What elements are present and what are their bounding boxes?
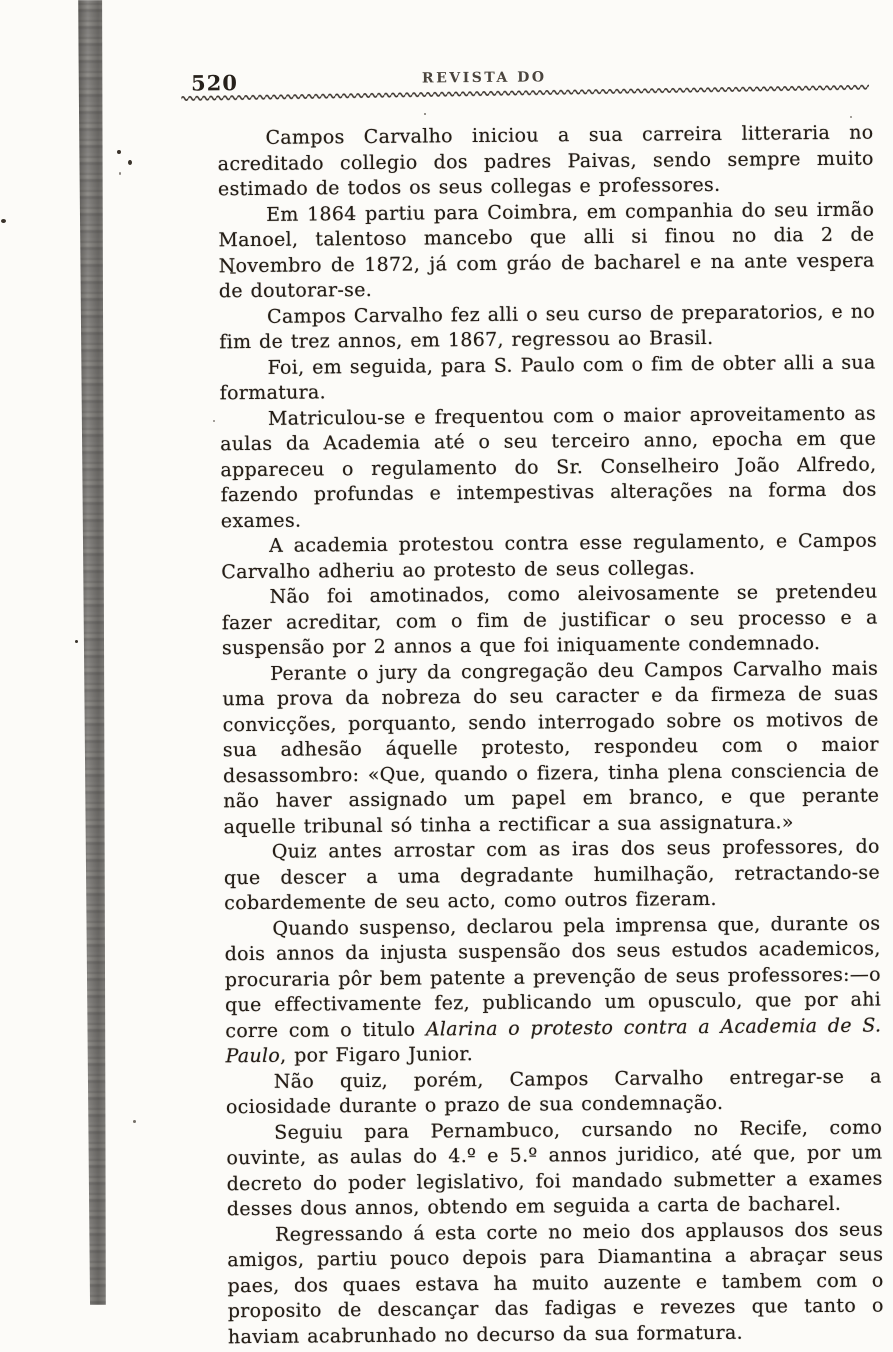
paragraph: [221, 529, 877, 586]
paragraph: [220, 401, 877, 534]
running-title: REVISTA DO: [421, 69, 547, 87]
paragraph: [219, 350, 875, 407]
paragraph: [227, 1217, 884, 1350]
paragraph: [221, 580, 878, 662]
paragraph: [218, 197, 875, 305]
paragraph: [219, 299, 875, 356]
text-run: A academia protestou contra esse regulamento, e Campos Carvalho adheriu ao protesto de seus collegas.: [221, 529, 878, 583]
page-header: [0, 0, 887, 96]
paragraph: [222, 656, 880, 840]
text-run: Campos Carvalho fez alli o seu curso de preparatorios, e no fim de trez annos, em 1867, regressou ao Brasil.: [219, 300, 876, 354]
paragraph: [224, 911, 881, 1070]
text-run: Foi, em seguida, para S. Paulo com o fim de obter alli a sua formatura.: [219, 351, 876, 405]
text-run: Campos Carvalho iniciou a sua carreira litteraria no acreditado collegio dos padres Paivas, sendo sempre muito estimado de todos os seus collegas e professores.: [217, 121, 874, 201]
text-run: Quando suspenso, declarou pela imprensa que, durante os dois annos da injusta suspensão dos seus estudos academicos, procuraria pôr bem patente a prevenção de seus professores:—o que effectivamente fez, publicando um opusculo, que por ahi corre com o titulo: [224, 912, 882, 1042]
text-run: Matriculou-se e frequentou com o maior aproveitamento as aulas da Academia até o seu terceiro anno, epocha em que appareceu o regulamento do Sr. Conselheiro João Alfredo, fazendo profundas e intempestivas alterações na forma dos exames.: [220, 402, 877, 532]
page-number: 520: [190, 70, 239, 96]
text-run: Seguiu para Pernambuco, cursando no Recife, como ouvinte, as aulas do 4.º e 5.º annos juridico, até que, por um decreto do poder legislativo, foi mandado submetter a exames desses dous annos, obtendo em seguida a carta de bacharel.: [226, 1116, 883, 1221]
text-run: Não foi amotinados, como aleivosamente se pretendeu fazer acreditar, com o fim de justificar o seu processo e a suspensão por 2 annos a que foi iniquamente condemnado.: [221, 580, 878, 660]
body-text: [217, 121, 884, 1351]
paragraph: [217, 121, 874, 203]
text-run: Alarina o protesto contra a Academia de S. Paulo: [225, 1014, 882, 1068]
paragraph: [224, 835, 881, 917]
paragraph: [226, 1064, 882, 1121]
text-run: Em 1864 partiu para Coimbra, em companhia do seu irmão Manoel, talentoso mancebo que alli si finou no dia 2 de Novembro de 1872, já com gráo de bacharel e na ante vespera de doutorar-se.: [218, 198, 875, 303]
text-run: Quiz antes arrostar com as iras dos seus professores, do que descer a uma degradante humilhação, retractando-se cobardemente de seu acto, como outros fizeram.: [223, 835, 881, 915]
text-run: , por Figaro Junior.: [279, 1043, 474, 1067]
text-run: Não quiz, porém, Campos Carvalho entregar-se a ociosidade durante o prazo de sua condemnação.: [225, 1065, 882, 1119]
text-run: Perante o jury da congregação deu Campos Carvalho mais uma prova da nobreza do seu caracter e da firmeza de suas convicções, porquanto, sendo interrogado sobre os motivos de sua adhesão áquelle protesto, respondeu com o maior desassombro: «Que, quando o fizera, tinha plena consciencia de não haver assignado um papel em branco, e que perante aquelle tribunal só tinha a rectificar a sua assignatura.»: [222, 657, 880, 838]
text-run: Regressando á esta corte no meio dos applausos dos seus amigos, partiu pouco depois para Diamantina a abraçar seus paes, dos quaes estava ha muito auzente e tambem com o proposito de descançar das fadigas e revezes que tanto o haviam acabrunhado no decurso da sua formatura.: [227, 1217, 884, 1348]
paragraph: [226, 1115, 883, 1223]
